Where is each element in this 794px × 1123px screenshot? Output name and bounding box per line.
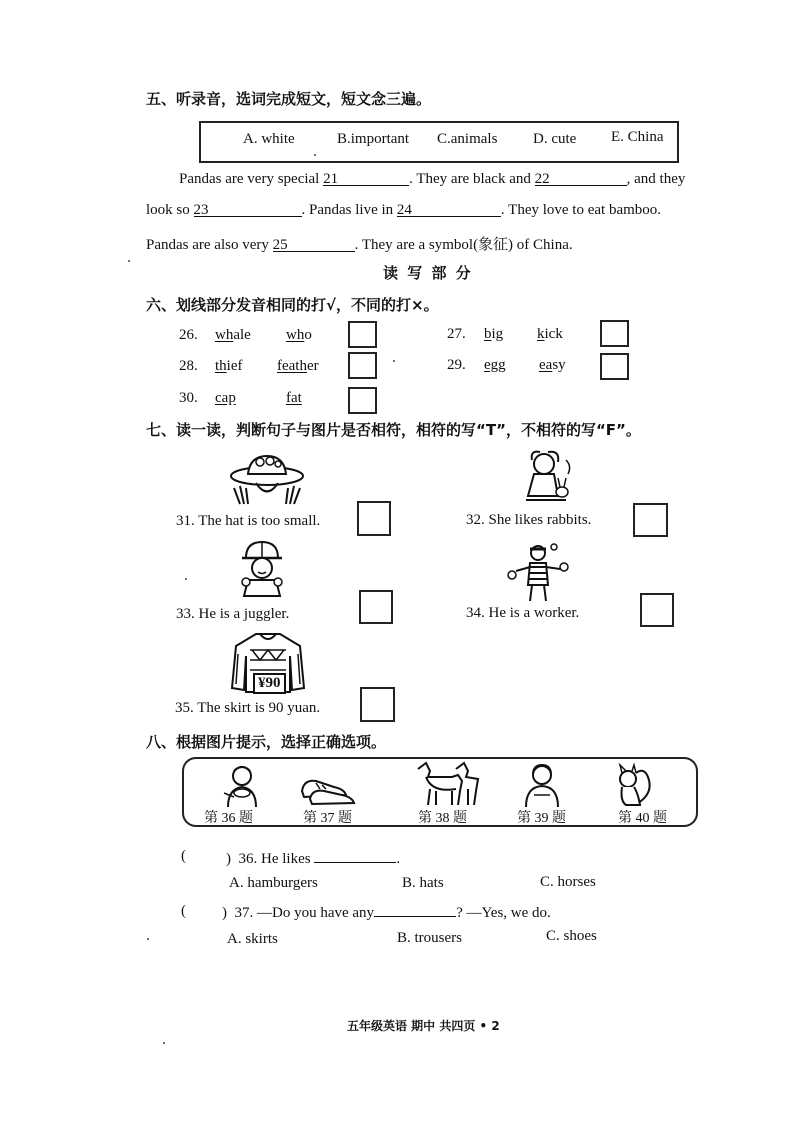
hint-label-40: 第 40 题 xyxy=(618,811,667,826)
answer-box-26[interactable] xyxy=(348,321,377,348)
passage-line-3 xyxy=(146,233,573,254)
word-bank-box xyxy=(199,121,679,163)
passage-text: Pandas are also very xyxy=(146,237,273,253)
horses-icon xyxy=(412,761,482,807)
reading-writing-title: 读 写 部 分 xyxy=(383,264,473,282)
statement-34: 34. He is a worker. xyxy=(466,605,580,621)
question-37-stem: 37. —Do you have any xyxy=(234,905,375,921)
passage-text: Pandas are very special xyxy=(179,171,324,187)
shoes-icon xyxy=(300,771,356,805)
answer-box-35[interactable] xyxy=(360,687,395,722)
answer-box-29[interactable] xyxy=(600,353,629,380)
blank-21[interactable]: 21 xyxy=(323,171,409,186)
hat-icon xyxy=(226,452,308,512)
option-b: B.important xyxy=(337,131,410,147)
blank-23[interactable]: 23 xyxy=(194,202,302,217)
answer-box-28[interactable] xyxy=(348,352,377,379)
item-26-word2: who xyxy=(286,327,312,343)
statement-33: 33. He is a juggler. xyxy=(176,606,290,622)
worker-boy-icon xyxy=(238,540,286,598)
answer-box-34[interactable] xyxy=(640,593,674,627)
option-36-a[interactable]: A. hamburgers xyxy=(229,875,318,891)
item-27-word2: kick xyxy=(537,326,563,342)
section8-heading: 八、根据图片提示，选择正确选项。 xyxy=(146,733,387,751)
page-footer: 五年级英语 期中 共四页 • 2 xyxy=(347,1019,500,1033)
item-29-word1: egg xyxy=(484,357,506,373)
passage-line-1 xyxy=(179,171,685,188)
option-37-b[interactable]: B. trousers xyxy=(397,930,462,946)
question-37 xyxy=(222,902,551,922)
passage-text: . They love to eat bamboo. xyxy=(500,202,662,218)
blank-37[interactable] xyxy=(374,902,456,917)
option-37-c[interactable]: C. shoes xyxy=(546,928,597,944)
answer-box-32[interactable] xyxy=(633,503,668,537)
passage-text: . They are black and xyxy=(409,171,535,187)
blank-22[interactable]: 22 xyxy=(535,171,627,186)
scan-speck xyxy=(393,360,395,362)
statement-35: 35. The skirt is 90 yuan. xyxy=(175,700,321,716)
option-37-a[interactable]: A. skirts xyxy=(227,931,278,947)
section7-heading: 七、读一读，判断句子与图片是否相符，相符的写“T”，不相符的写“F”。 xyxy=(146,421,641,439)
section6-heading: 六、划线部分发音相同的打√，不同的打×。 xyxy=(146,296,439,314)
option-d: D. cute xyxy=(533,131,577,147)
blank-24[interactable]: 24 xyxy=(397,202,501,217)
item-27-number: 27. xyxy=(447,326,466,342)
scan-speck xyxy=(314,154,316,156)
item-30-number: 30. xyxy=(179,390,198,406)
item-29-number: 29. xyxy=(447,357,466,373)
answer-box-33[interactable] xyxy=(359,590,393,624)
man-eating-icon xyxy=(220,763,264,807)
passage-text: look so xyxy=(146,202,194,218)
scan-speck xyxy=(163,1042,165,1044)
answer-paren-37-right: ) xyxy=(222,905,227,921)
question-37-end: ? —Yes, we do. xyxy=(456,905,551,921)
item-27-word1: big xyxy=(484,326,504,342)
item-29-word2: easy xyxy=(539,357,566,373)
answer-box-31[interactable] xyxy=(357,501,391,536)
blank-36[interactable] xyxy=(314,848,396,863)
answer-paren-36-left: ( xyxy=(181,848,186,864)
option-e: E. China xyxy=(611,129,664,145)
item-26-word1: whale xyxy=(215,327,251,343)
answer-box-27[interactable] xyxy=(600,320,629,347)
question-36-stem: 36. He likes xyxy=(238,851,315,867)
option-a: A. white xyxy=(243,131,295,147)
squirrel-icon xyxy=(614,763,654,807)
answer-box-30[interactable] xyxy=(348,387,377,414)
blank-25[interactable]: 25 xyxy=(273,237,355,252)
boy-icon xyxy=(520,763,564,807)
item-26-number: 26. xyxy=(179,327,198,343)
passage-text: . They are a symbol(象征) of China. xyxy=(354,237,573,253)
picture-hint-box xyxy=(182,757,698,827)
item-28-number: 28. xyxy=(179,358,198,374)
scan-speck xyxy=(147,938,149,940)
scan-speck xyxy=(185,578,187,580)
juggler-icon xyxy=(506,543,572,603)
hint-label-36: 第 36 题 xyxy=(204,811,253,826)
passage-text: . Pandas live in xyxy=(301,202,397,218)
section5-heading: 五、听录音，选词完成短文，短文念三遍。 xyxy=(146,90,432,108)
item-28-word1: thief xyxy=(215,358,243,374)
item-30-word1: cap xyxy=(215,390,236,406)
option-36-b[interactable]: B. hats xyxy=(402,875,444,891)
statement-31: 31. The hat is too small. xyxy=(176,513,321,529)
hint-label-39: 第 39 题 xyxy=(517,811,566,826)
passage-line-2 xyxy=(146,202,661,219)
option-c: C.animals xyxy=(437,131,498,147)
answer-paren-37-left: ( xyxy=(181,903,186,919)
item-28-word2: feather xyxy=(277,358,319,374)
girl-rabbit-icon xyxy=(518,448,576,506)
passage-text: , and they xyxy=(626,171,686,187)
hint-label-38: 第 38 题 xyxy=(418,811,467,826)
statement-32: 32. She likes rabbits. xyxy=(466,512,592,528)
question-36-end: . xyxy=(396,851,401,867)
scan-speck xyxy=(128,260,130,262)
item-30-word2: fat xyxy=(286,390,302,406)
hint-label-37: 第 37 题 xyxy=(303,811,352,826)
option-36-c[interactable]: C. horses xyxy=(540,874,596,890)
question-36 xyxy=(226,848,400,868)
answer-paren-36-right: ) xyxy=(226,851,231,867)
price-tag: ¥90 xyxy=(253,673,286,694)
